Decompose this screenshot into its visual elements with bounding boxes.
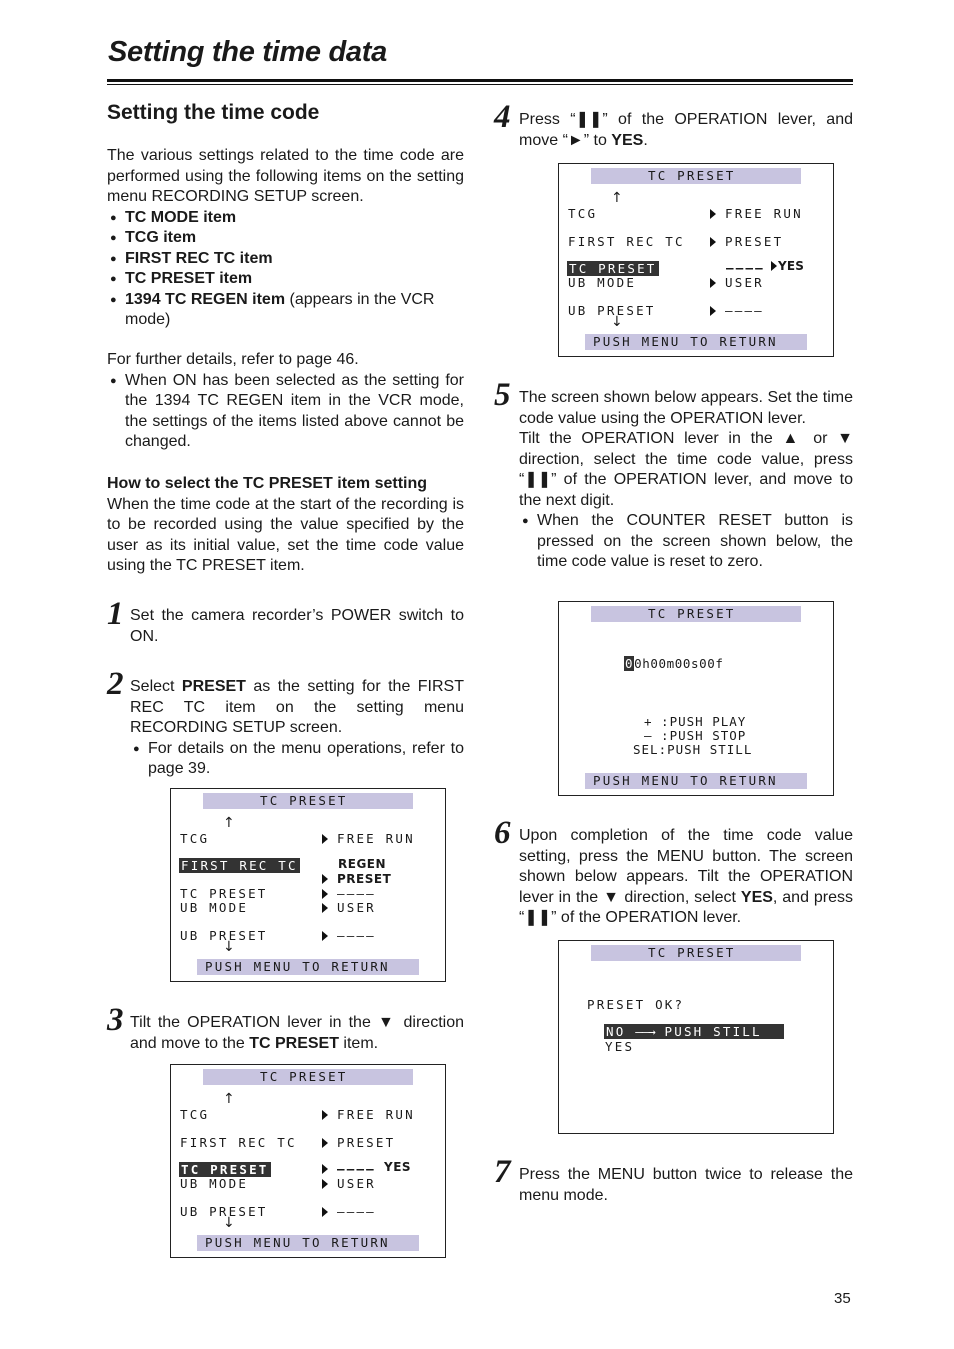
item-bullet [107,228,464,249]
scroll-up-arrow: ↑ [223,1091,235,1107]
step-6-text [519,826,853,929]
step-number: 4 [494,99,511,135]
intro-block [107,146,464,331]
further-note: ● When ON has been selected as the setting for the 1394 TC REGEN item in the VCR mode, the settings of the items listed above cannot be changed. [107,371,464,453]
step-7-text: Press the MENU button twice to release the menu mode. [519,1166,853,1204]
help-plus: + :PUSH PLAY [644,714,747,729]
help-sel: SEL:PUSH STILL [633,742,753,757]
item-bullet [107,269,464,290]
pointer-icon [710,306,716,316]
menu-value-first-rec-tc: PRESET [322,1135,395,1150]
menu-item-tcg: TCG [568,206,598,221]
screen-header: TC PRESET [648,168,736,183]
intro-text: The various settings related to the time code are performed using the following items on the setting menu RECORDING SETUP screen. [107,147,464,205]
menu-value-tc-preset: –––– [322,886,376,901]
menu-item-tcg: TCG [180,831,210,846]
step-number: 7 [494,1154,511,1190]
item-name: FIRST REC TC item [125,249,273,267]
menu-item-ub-preset: UB PRESET [568,303,656,318]
menu-value-ub-preset: –––– [322,928,376,943]
confirm-question: PRESET OK? [587,997,685,1012]
option-preset: PRESET [322,872,391,886]
step-3-a: Tilt the OPERATION lever in the ▼ direction and move to the [130,1014,464,1052]
digit-cursor: 0 [625,656,634,671]
step-4-c: . [643,131,648,149]
step-number: 3 [107,1002,124,1038]
page-number: 35 [834,1290,851,1307]
scroll-down-arrow: ↓ [223,1215,235,1231]
pointer-icon [322,874,328,884]
further-block [107,350,464,453]
item-bullet [107,208,464,229]
menu-value-ub-mode: USER [710,275,764,290]
menu-item-first-rec-tc: FIRST REC TC [181,858,298,873]
pointer-icon [322,1164,328,1174]
scroll-down-arrow: ↓ [611,314,623,330]
option-yes: YES [771,259,804,273]
menu-value-ub-preset: –––– [710,303,764,318]
arrow-icon: ——→ [635,1024,655,1039]
step-2-b: PRESET [181,678,246,695]
step-1-text: Set the camera recorder’s POWER switch to ON. [130,607,464,645]
title-rule-thick [107,79,853,82]
step-3-b: TC PRESET [249,1034,339,1052]
item-name: TCG item [125,229,197,246]
howto-title: How to select the TC PRESET item setting [107,475,428,492]
step-2-text [130,677,464,780]
step-number: 1 [107,596,124,632]
step-3-c: item. [338,1034,379,1052]
scroll-down-arrow: ↓ [223,939,235,955]
screen-header: TC PRESET [648,606,736,621]
pointer-icon [322,1207,328,1217]
pointer-icon [322,1179,328,1189]
screen-header: TC PRESET [260,793,348,808]
title-rule-thin [107,84,853,85]
menu-screen-a [170,788,446,982]
option-no: NO [606,1024,626,1039]
menu-value-tcg: FREE RUN [322,1107,415,1122]
pointer-icon [710,237,716,247]
push-still-label: PUSH STILL [664,1024,762,1039]
pointer-icon [322,931,328,941]
option-regen: REGEN [338,857,387,871]
step-4-a: Press “❚❚” of the OPERATION lever, and move “►” to [519,111,853,149]
menu-screen-c [558,163,834,357]
pointer-icon [771,261,777,271]
step-6-c: , and press “❚❚” of the OPERATION lever. [519,888,853,926]
step-number: 5 [494,377,511,413]
menu-item-ub-mode: UB MODE [180,1176,249,1191]
menu-item-tc-preset: TC PRESET [569,261,657,276]
further-text: For further details, refer to page 46. [107,351,359,368]
screen-footer: PUSH MENU TO RETURN [205,1235,390,1250]
item-name: 1394 TC REGEN item [125,290,286,308]
step-6-b: YES [740,888,773,906]
screen-footer: PUSH MENU TO RETURN [593,334,778,349]
menu-value-ub-mode: USER [322,1176,376,1191]
menu-value-tcg: FREE RUN [710,206,803,221]
pointer-icon [322,1110,328,1120]
step-2-note: ● For details on the menu operations, refer to page 39. [130,739,464,780]
menu-item-tcg: TCG [180,1107,210,1122]
menu-item-first-rec-tc: FIRST REC TC [180,1135,297,1150]
howto-text: When the time code at the start of the recording is to be recorded using the value specified by the user as its initial value, set the time code value using the TC PRESET item. [107,495,464,574]
item-name: TC MODE item [125,208,237,226]
step-4-b: YES [611,131,644,149]
pointer-icon [710,209,716,219]
scroll-up-arrow: ↑ [223,815,235,831]
confirm-screen [558,940,834,1134]
pointer-icon [322,889,328,899]
screen-header: TC PRESET [648,945,736,960]
menu-value-ub-preset: –––– [322,1204,376,1219]
menu-item-tc-preset: TC PRESET [180,886,268,901]
item-bullet [107,249,464,270]
menu-item-ub-mode: UB MODE [568,275,637,290]
screen-footer: PUSH MENU TO RETURN [205,959,390,974]
step-number: 2 [107,666,124,702]
pointer-icon [322,903,328,913]
option-no-row [604,1024,784,1039]
menu-value-tcg: FREE RUN [322,831,415,846]
step-number: 6 [494,815,511,851]
option-yes: YES [605,1039,635,1054]
page-title: Setting the time data [108,36,387,68]
item-bullet [107,290,464,331]
step-2-c: as the setting for the FIRST REC TC item on the setting menu RECORDING SETUP screen. [130,678,464,736]
pointer-icon [322,834,328,844]
step-2-a: Select [130,678,182,695]
menu-item-first-rec-tc: FIRST REC TC [568,234,685,249]
scroll-up-arrow: ↑ [611,190,623,206]
menu-item-tc-preset: TC PRESET [181,1162,269,1177]
step-5-text-1: The screen shown below appears. Set the time code value using the OPERATION lever. [519,389,853,427]
item-name: TC PRESET item [125,270,253,287]
option-dash: –––– [726,260,765,275]
screen-header: TC PRESET [260,1069,348,1084]
howto-block [107,474,464,577]
menu-value-first-rec-tc: PRESET [710,234,783,249]
section-title: Setting the time code [107,101,320,124]
step-3-text [130,1013,464,1054]
step-6-a: Upon completion of the time code value setting, press the MENU button. The screen shown below appears. Tilt the OPERATION lever in the ▼ direction, select [519,827,853,906]
tc-entry-screen [558,601,834,796]
step-5-note: ● When the COUNTER RESET button is pressed on the screen shown below, the time code value is reset to zero. [519,511,853,573]
menu-item-ub-preset: UB PRESET [180,1204,268,1219]
menu-item-ub-mode: UB MODE [180,900,249,915]
menu-item-ub-preset: UB PRESET [180,928,268,943]
help-minus: – :PUSH STOP [644,728,747,743]
step-4-text [519,110,853,151]
step-5-text-2: Tilt the OPERATION lever in the ▲ or ▼ direction, select the time code value, press “❚❚” of the OPERATION lever, and move to the next digit. [519,430,853,509]
option-yes: YES [384,1160,412,1174]
timecode-value: 00h00m00s00f [625,656,724,671]
screen-footer: PUSH MENU TO RETURN [593,773,778,788]
menu-value-ub-mode: USER [322,900,376,915]
step-5-text [519,388,853,573]
pointer-icon [710,278,716,288]
item-note: (appears in the VCR mode) [125,290,435,328]
menu-screen-b [170,1064,446,1258]
menu-value-tc-preset: –––– [322,1161,376,1176]
pointer-icon [322,1138,328,1148]
